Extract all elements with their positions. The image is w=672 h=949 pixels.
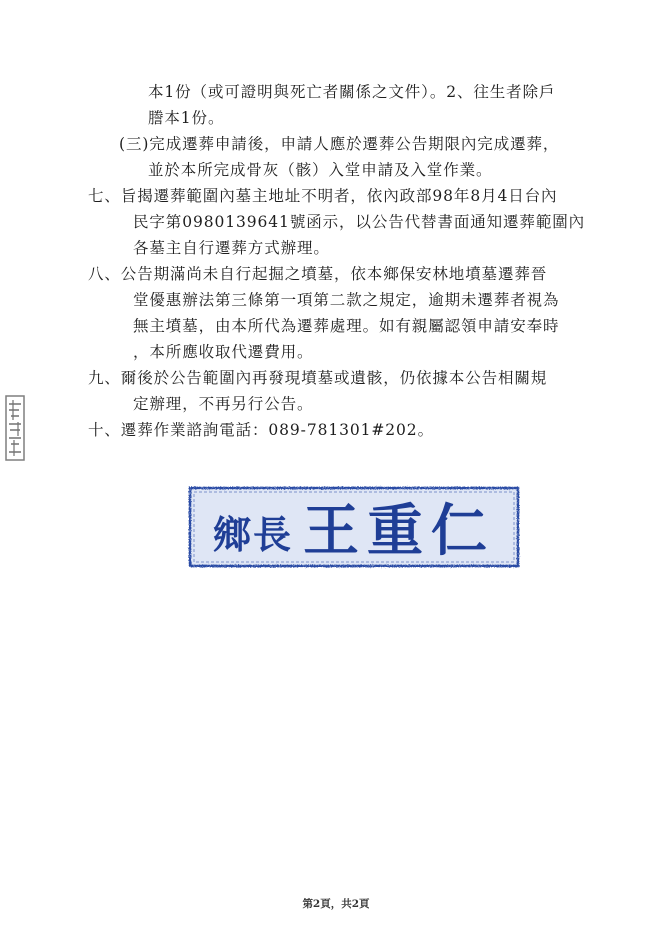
body-line-1: 本1份（或可證明與死亡者關係之文件）。2、往生者除戶 — [148, 83, 556, 101]
stamp-title: 鄉長 — [212, 512, 293, 557]
section-8-line-2: 堂優惠辦法第三條第一項第二款之規定，逾期未遷葬者視為 — [133, 291, 560, 309]
section-7-line-1: 七、旨揭遷葬範圍內墓主地址不明者，依內政部98年8月4日台內 — [88, 187, 558, 205]
section-8-line-3: 無主墳墓，由本所代為遷葬處理。如有親屬認領申請安奉時 — [133, 317, 560, 335]
body-line-4: 並於本所完成骨灰（骸）入堂申請及入堂作業。 — [148, 161, 493, 179]
section-8-line-4: ，本所應收取代遷費用。 — [133, 343, 314, 361]
section-7-line-3: 各墓主自行遷葬方式辦理。 — [133, 239, 330, 257]
body-line-2: 謄本1份。 — [148, 109, 225, 127]
body-line-3: (三)完成遷葬申請後，申請人應於遷葬公告期限內完成遷葬， — [119, 135, 560, 153]
section-10-line-1: 十、遷葬作業諮詢電話：089-781301#202。 — [88, 421, 434, 439]
section-7-line-2: 民字第0980139641號函示，以公告代替書面通知遷葬範圍內 — [133, 213, 586, 231]
margin-seal-icon — [4, 394, 26, 462]
stamp-name: 王重仁 — [303, 499, 495, 564]
section-9-line-1: 九、爾後於公告範圍內再發現墳墓或遺骸，仍依據本公告相關規 — [88, 369, 548, 387]
section-8-line-1: 八、公告期滿尚未自行起掘之墳墓，依本鄉保安林地墳墓遷葬晉 — [88, 265, 548, 283]
stamp-frame-icon — [186, 484, 522, 570]
page-number: 第2頁，共2頁 — [302, 898, 370, 910]
official-stamp — [186, 484, 522, 570]
section-9-line-2: 定辦理，不再另行公告。 — [133, 395, 314, 413]
